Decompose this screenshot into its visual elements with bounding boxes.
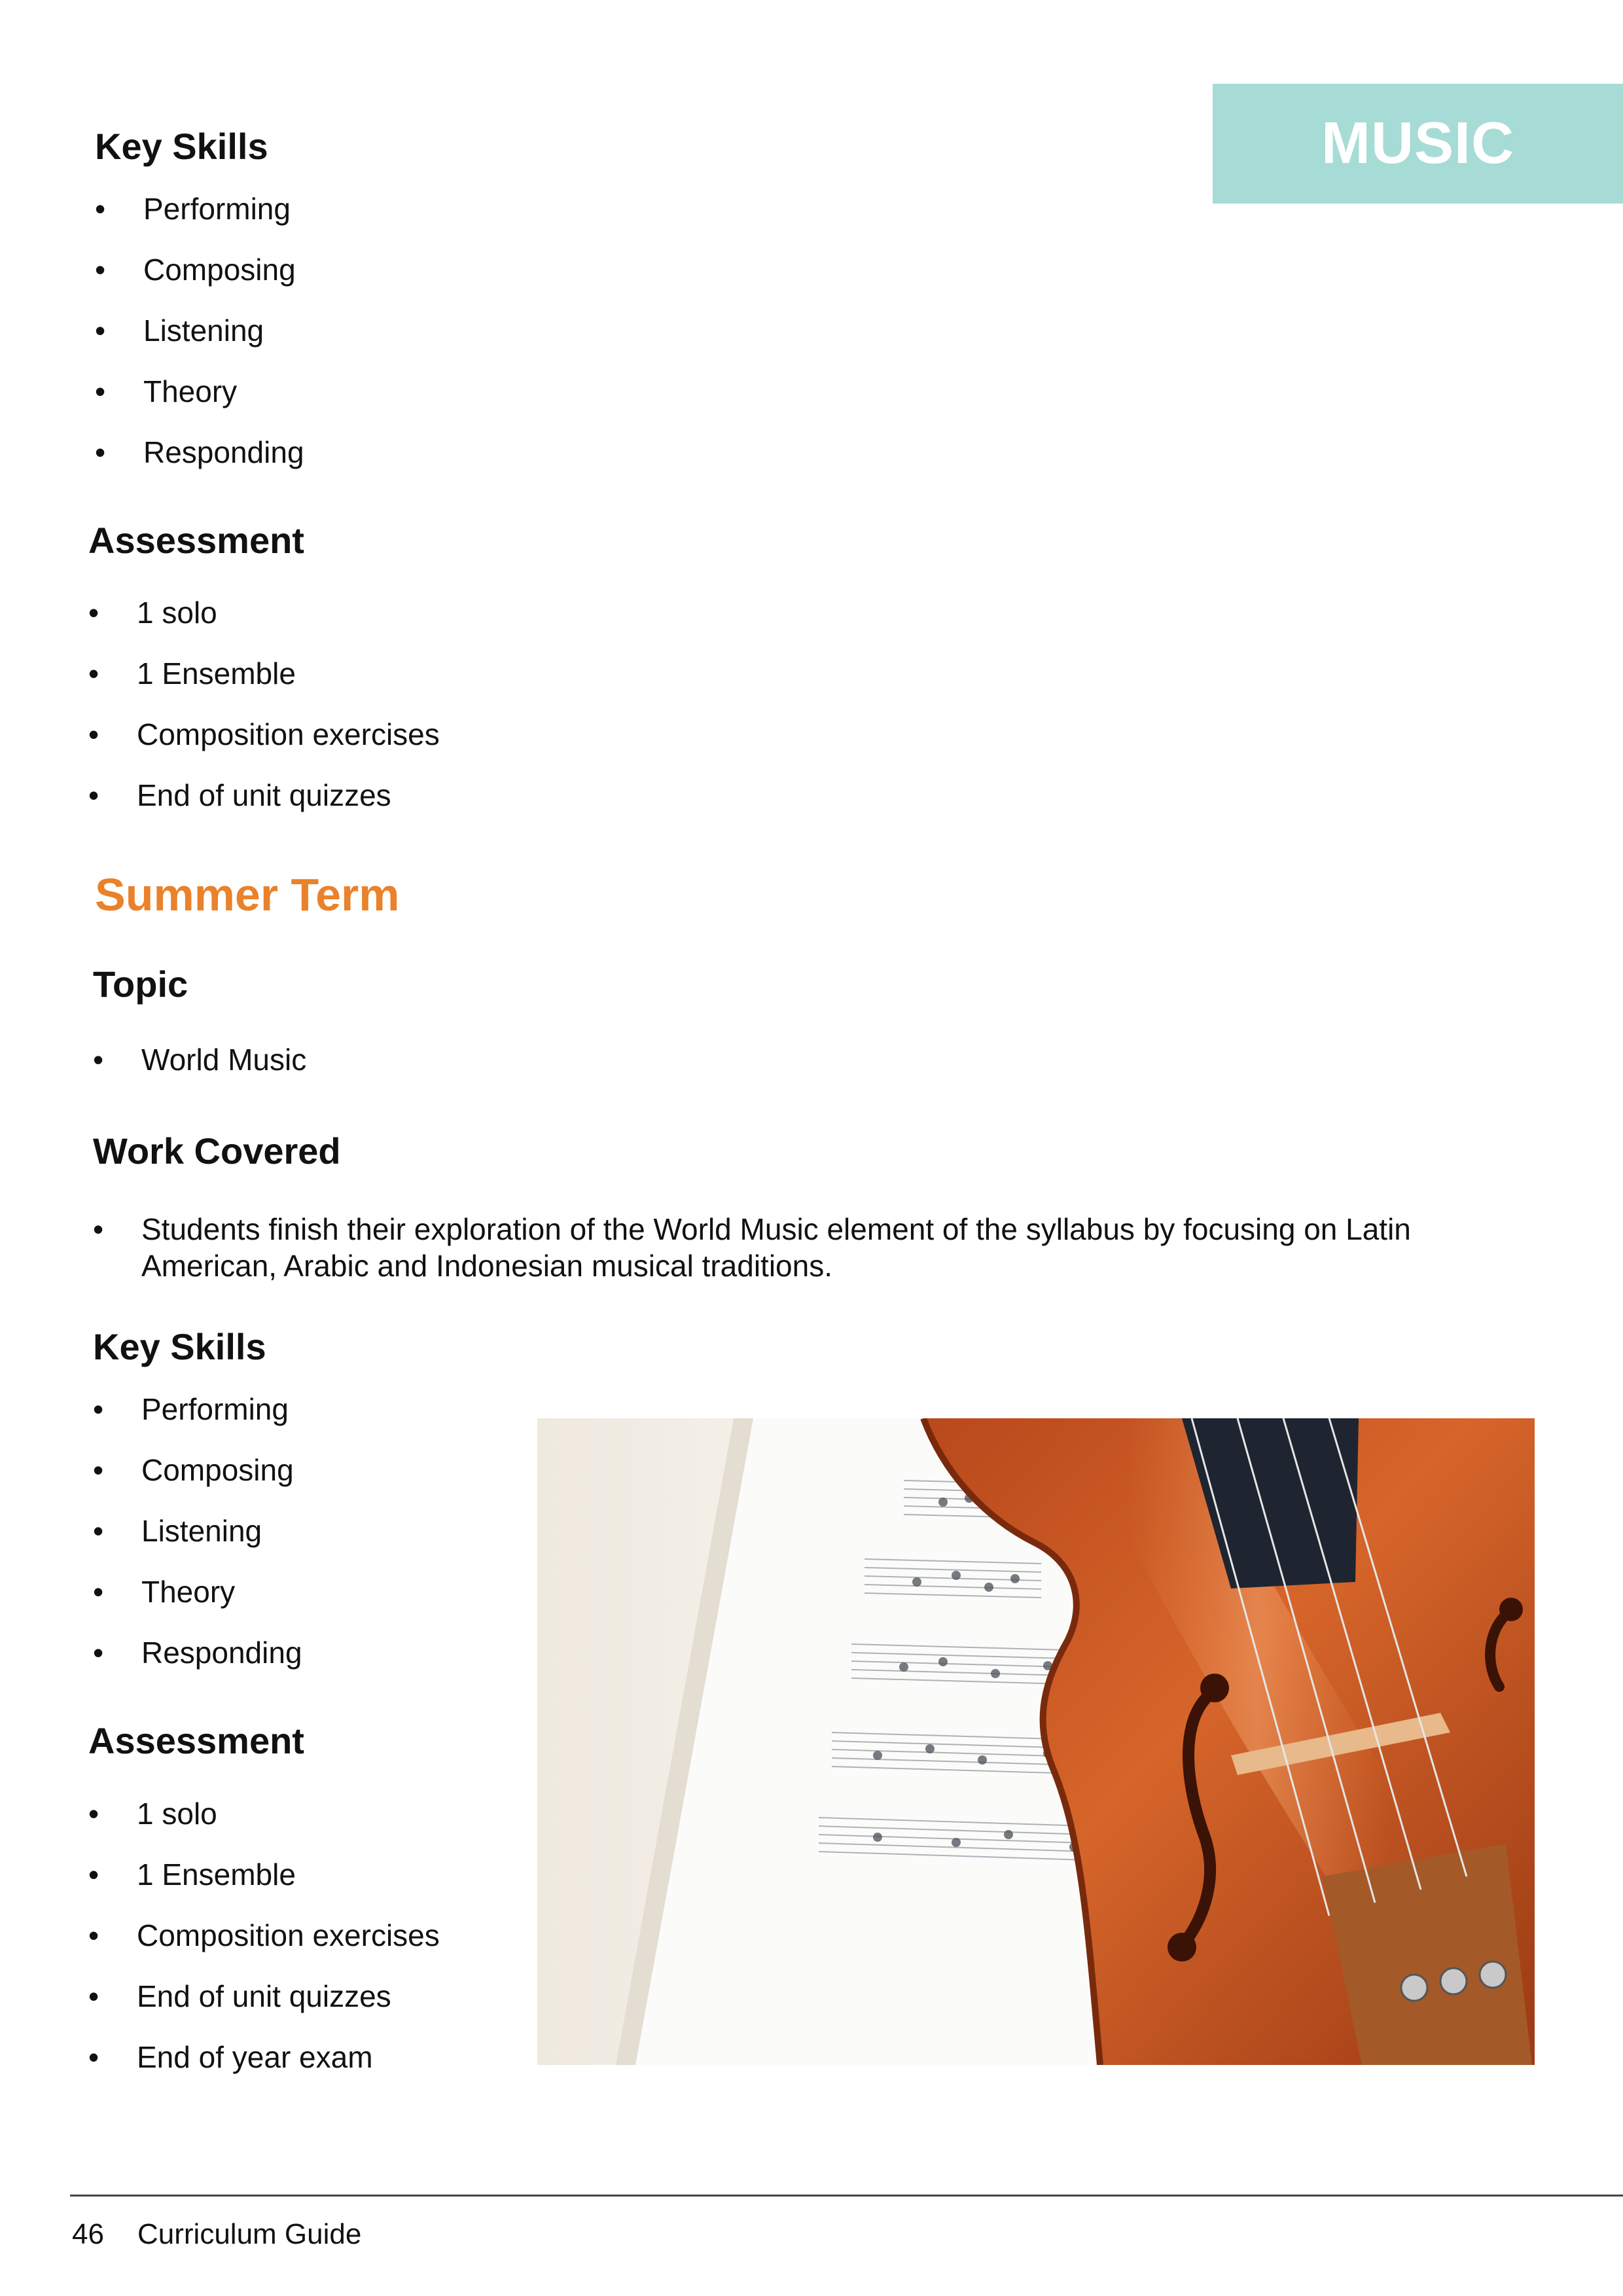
work-covered-text: Students finish their exploration of the World Music element of the syllabus by focusing on Latin American, Arabic and Indonesian musical traditions. (141, 1212, 1411, 1283)
key-skills-heading: Key Skills (93, 1326, 266, 1367)
assessment-heading: Assessment (88, 520, 304, 561)
list-item: • Composition exercises (88, 1920, 514, 1981)
topic-heading: Topic (93, 963, 188, 1005)
list-item: • Theory (95, 376, 684, 437)
violin-photo (537, 1418, 1535, 2065)
list-item: • Performing (95, 194, 684, 255)
key-skills-heading: Key Skills (95, 126, 268, 167)
list-item: • End of year exam (88, 2042, 514, 2103)
list-item: • Theory (93, 1577, 518, 1638)
list-item: • Listening (93, 1516, 518, 1577)
assessment-list (88, 1799, 514, 2103)
list-item: • End of unit quizzes (88, 1981, 514, 2042)
list-item: • Responding (93, 1638, 518, 1698)
list-item: • Composition exercises (88, 719, 677, 780)
list-item: • Composing (93, 1455, 518, 1516)
list-item: • 1 Ensemble (88, 1859, 514, 1920)
bullet-icon: • (93, 1212, 104, 1246)
work-covered-heading: Work Covered (93, 1130, 341, 1172)
footer-title: Curriculum Guide (137, 2218, 362, 2250)
topic-list (93, 1045, 682, 1105)
key-skills-list (93, 1394, 518, 1698)
list-item: • 1 solo (88, 598, 677, 658)
list-item: • 1 Ensemble (88, 658, 677, 719)
list-item: • 1 solo (88, 1799, 514, 1859)
assessment-heading: Assessment (88, 1720, 304, 1761)
key-skills-list (95, 194, 684, 498)
list-item: • Listening (95, 315, 684, 376)
section-tag: MUSIC (1213, 84, 1623, 204)
list-item: • Responding (95, 437, 684, 498)
list-item: • Performing (93, 1394, 518, 1455)
list-item: • Composing (95, 255, 684, 315)
page-number: 46 (72, 2218, 104, 2250)
list-item: • End of unit quizzes (88, 780, 677, 841)
assessment-list (88, 598, 677, 841)
term-heading: Summer Term (95, 869, 400, 920)
list-item: • World Music (93, 1045, 682, 1105)
footer-rule (70, 2195, 1623, 2197)
